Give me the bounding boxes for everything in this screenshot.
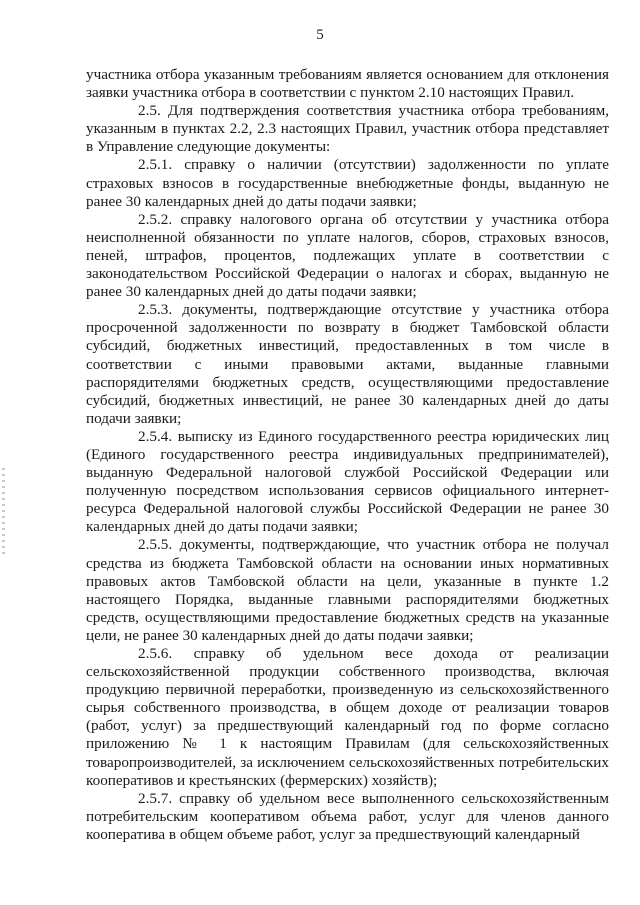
document-body	[86, 66, 609, 844]
paragraph-item-2-5-1: 2.5.1. справку о наличии (отсутствии) задолженности по уплате страховых взносов в государственные внебюджетные фонды, выданную не ранее 30 календарных дней до даты подачи заявки;	[86, 156, 609, 210]
scan-margin-mark	[2, 468, 5, 554]
paragraph-item-2-5: 2.5. Для подтверждения соответствия участника отбора требованиям, указанным в пунктах 2.2, 2.3 настоящих Правил, участник отбора представляет в Управление следующие документы:	[86, 102, 609, 156]
paragraph-item-2-5-4: 2.5.4. выписку из Единого государственного реестра юридических лиц (Единого государственного реестра индивидуальных предпринимателей), выданную Федеральной налоговой службой Российской Федерации или полученную посредством использования сервисов официального интернет-ресурса Федеральной налоговой службы Российской Федерации не ранее 30 календарных дней до даты подачи заявки;	[86, 427, 609, 536]
paragraph-item-2-5-7: 2.5.7. справку об удельном весе выполненного сельскохозяйственным потребительским кооперативом объема работ, услуг для членов данного кооператива в общем объеме работ, услуг за предшествующий календарный	[86, 789, 609, 843]
paragraph-item-2-5-6: 2.5.6. справку об удельном весе дохода от реализации сельскохозяйственной продукции собственного производства, включая продукцию первичной переработки, произведенную из сельскохозяйственного сырья собственного производства, в общем доходе от реализации товаров (работ, услуг) за предшествующий календарный год по форме согласно приложению № 1 к настоящим Правилам (для сельскохозяйственных товаропроизводителей, за исключением сельскохозяйственных потребительских кооперативов и крестьянских (фермерских) хозяйств);	[86, 645, 609, 789]
paragraph-item-2-5-3: 2.5.3. документы, подтверждающие отсутствие у участника отбора просроченной задолженности по возврату в бюджет Тамбовской области субсидий, бюджетных инвестиций, предоставленных в том числе в соответствии с иными правовыми актами, выданные главными распорядителями бюджетных средств, осуществляющими предоставление субсидий, бюджетных инвестиций, не ранее 30 календарных дней до даты подачи заявки;	[86, 301, 609, 427]
page-number: 5	[316, 27, 324, 43]
paragraph-continuation: участника отбора указанным требованиям является основанием для отклонения заявки участника отбора в соответствии с пунктом 2.10 настоящих Правил.	[86, 66, 609, 102]
paragraph-item-2-5-5: 2.5.5. документы, подтверждающие, что участник отбора не получал средства из бюджета Тамбовской области на основании иных нормативных правовых актов Тамбовской области на цели, указанные в пункте 1.2 настоящего Порядка, выданные главными распорядителями бюджетных средств, осуществляющими предоставление бюджетных средств на указанные цели, не ранее 30 календарных дней до даты подачи заявки;	[86, 536, 609, 644]
paragraph-item-2-5-2: 2.5.2. справку налогового органа об отсутствии у участника отбора неисполненной обязанности по уплате налогов, сборов, страховых взносов, пеней, штрафов, процентов, подлежащих уплате в соответствии с законодательством Российской Федерации о налогах и сборах, выданную не ранее 30 календарных дней до даты подачи заявки;	[86, 210, 609, 301]
